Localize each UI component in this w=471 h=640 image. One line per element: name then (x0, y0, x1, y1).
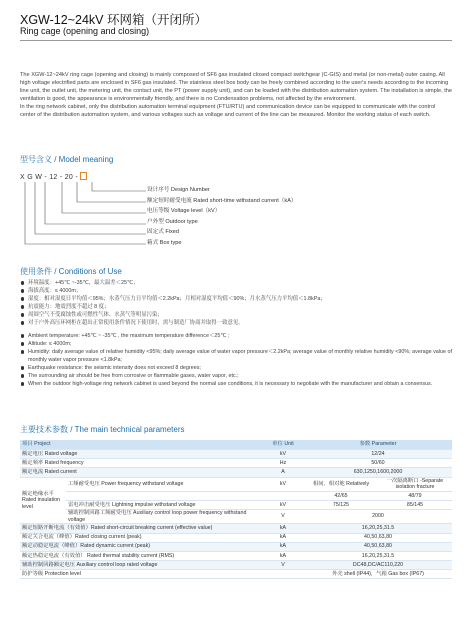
model-code-labels (147, 185, 297, 248)
pf-subheader-relative: 相间、相对地 Relatively (304, 477, 378, 491)
pf-withstand-label: 工频耐受电压 Power frequency withstand voltage (66, 477, 262, 491)
label-rated-current: 额定短时耐受电流 Rated short-time withstand current（kA） (147, 197, 297, 204)
label-fixed: 固定式 Fixed (147, 229, 180, 235)
label-design-number: 设计序号 Design Number (147, 187, 210, 193)
table-row (20, 510, 452, 524)
header-project: 项目 Project (20, 440, 262, 450)
row-value: 40,50,63,80 (304, 533, 452, 542)
page-subtitle: Ring cage (opening and closing) (20, 26, 150, 36)
table-row (20, 450, 452, 459)
condition-cn-item: 抗震能力：地震烈度不超过 8 度； (20, 303, 452, 311)
intro-text (20, 71, 452, 120)
li-unit: kV (262, 500, 304, 509)
row-value: 630,1250,1600,2000 (304, 468, 452, 477)
aux-withstand-label: 辅助控制回路工频耐受电压 Auxiliary control loop power frequency withstand voltage (66, 510, 262, 524)
pf-value-isolation: 48/79 (378, 491, 452, 500)
table-row (20, 477, 452, 491)
row-project: 额定电流 Rated current (20, 468, 262, 477)
model-code-text: X G W - 12 - 20 - (20, 174, 78, 181)
row-project: 额定电压 Rated voltage (20, 450, 262, 459)
label-box-type: 箱式 Box type (147, 239, 182, 246)
table-row (20, 468, 452, 477)
row-unit: Hz (262, 459, 304, 468)
row-project: 额定短路开断电流（有效值）Rated short-circuit breaking current (effective value) (20, 524, 262, 533)
row-value: 外壳 shell (IP44)，气箱 Gas box (IP67) (304, 570, 452, 579)
row-unit (262, 570, 304, 579)
row-project: 额定热稳定电流（有效值） Rated thermal stability current (RMS) (20, 551, 262, 560)
condition-en-item: Humidity: daily average value of relative humidity <95%; daily average value of water vapor pressure＜2.2kPa; average value of monthly relative humidity <90%; average value of monthly water vapor pressure <1.8kPa; (20, 348, 452, 364)
row-project: 额定频率 Rated frequency (20, 459, 262, 468)
condition-cn-item: 海拔高度：≤ 4000m； (20, 287, 452, 295)
pf-value-spacer (66, 491, 262, 500)
row-value: DC48,DC/AC110,220 (304, 561, 452, 570)
row-unit: kA (262, 524, 304, 533)
condition-cn-item: 环境温度：+45℃ ~-35℃，最大温差＜25℃； (20, 279, 452, 287)
row-unit: V (262, 561, 304, 570)
header-unit: 单位 Unit (262, 440, 304, 450)
table-row (20, 561, 452, 570)
condition-en-item: Altitude: ≤ 4000m; (20, 340, 452, 348)
intro-paragraph-1: The XGW-12~24kV ring cage (opening and closing) is mainly composed of SF6 gas insulated closed compact switchgear (C-GIS) and metal (or non-metal) outer casing. All high voltage electrified parts are enclosed in SF6 gas insulated. The stainless steel box body can be freely combined according to the user's needs according to the incoming line unit, the outlet unit, the metering unit, the contact unit, the PT (power supply unit), and can be loaded with the distribution automation system. The installation is simple, the ventilation is good, the appearance is environmentally friendly, and there is no Condensation problems, not affected by the environment. (20, 72, 452, 103)
parameters-table (20, 440, 452, 579)
intro-paragraph-2: In the ring network cabinet, only the distribution automation terminal equipment (FTU/RTU) and communication device can be equipped to communicate with the control center of the distribution automation system, and various voltages such as voltage and current of the line can be measured. Monitor the working status of each switch. (20, 104, 436, 119)
condition-cn-item: 湿度：相对湿度日平均值＜95%；水蒸气压力日平均值＜2.2kPa；月相对湿度平均值＜90%；月水蒸气压力平均值＜1.8kPa； (20, 295, 452, 303)
page-title: XGW-12~24kV 环网箱（开闭所） (20, 13, 207, 27)
table-row (20, 551, 452, 560)
row-unit: kA (262, 533, 304, 542)
title-divider (20, 40, 452, 41)
header-parameter: 参数 Parameter (304, 440, 452, 450)
row-project: 额定动稳定电流（峰值）Rated dynamic current (peak) (20, 542, 262, 551)
li-withstand-label: 雷电冲击耐受电压 Lightning impulse withstand voltage (66, 500, 262, 509)
condition-en-item: Earthquake resistance: the seismic intensity does not exceed 8 degrees; (20, 364, 452, 372)
li-value-isolation: 85/145 (378, 500, 452, 509)
row-value: 12/24 (304, 450, 452, 459)
parameters-heading: 主要技术参数 / The main technical parameters (20, 425, 185, 434)
design-number-box (80, 172, 87, 180)
table-row (20, 524, 452, 533)
condition-en-item: When the outdoor high-voltage ring network cabinet is used beyond the normal use conditions, it is necessary to negotiate with the manufacturer and obtain a consensus. (20, 380, 452, 388)
condition-cn-item: 周围空气不受腐蚀性或可燃性气体、水蒸气等明显污染； (20, 311, 452, 319)
row-unit: kA (262, 542, 304, 551)
condition-en-item: The surrounding air should be free from corrosive or flammable gases, water vapor, etc.; (20, 372, 452, 380)
pf-value-unit-spacer (262, 491, 304, 500)
table-header-row (20, 440, 452, 450)
row-project: 辅助控制回路额定电压 Auxiliary control loop rated voltage (20, 561, 262, 570)
pf-subheader-isolation: 一次隔离断口 -Separate isolation fracture (378, 477, 452, 491)
row-project: 防护等级 Protection level (20, 570, 262, 579)
pf-value-relative: 42/65 (304, 491, 378, 500)
table-row (20, 459, 452, 468)
row-unit: kV (262, 450, 304, 459)
label-voltage-level: 电压等级 Voltage level（kV） (147, 208, 221, 214)
label-outdoor-type: 户外型 Outdoor type (147, 218, 198, 225)
insulation-group-label: 额定绝缘水平 Rated insulation level (20, 477, 66, 524)
pf-unit: kV (262, 477, 304, 491)
table-row (20, 533, 452, 542)
li-value-relative: 75/125 (304, 500, 378, 509)
table-row (20, 491, 452, 500)
conditions-en-list (20, 332, 452, 388)
model-meaning-heading: 型号含义 / Model meaning (20, 155, 114, 164)
condition-en-item: Ambient temperature: +45℃ ~ -35℃ , the maximum temperature difference＜25℃ ; (20, 332, 452, 340)
row-unit: kA (262, 551, 304, 560)
table-row (20, 570, 452, 579)
table-row (20, 500, 452, 509)
row-value: 16,20,25,31.5 (304, 524, 452, 533)
condition-cn-item: 对于户外高压环网柜在超出正常使用条件情况下使用时，需与制造厂协商并取得一致意见。 (20, 319, 452, 327)
row-value: 16,20,25,31.5 (304, 551, 452, 560)
aux-unit: V (262, 510, 304, 524)
aux-value: 2000 (304, 510, 452, 524)
row-value: 50/60 (304, 459, 452, 468)
row-unit: A (262, 468, 304, 477)
table-row (20, 542, 452, 551)
row-project: 额定关合电流（峰值）Rated closing current (peak) (20, 533, 262, 542)
conditions-cn-list (20, 279, 452, 327)
row-value: 40,50,63,80 (304, 542, 452, 551)
conditions-heading: 使用条件 / Conditions of Use (20, 267, 122, 276)
